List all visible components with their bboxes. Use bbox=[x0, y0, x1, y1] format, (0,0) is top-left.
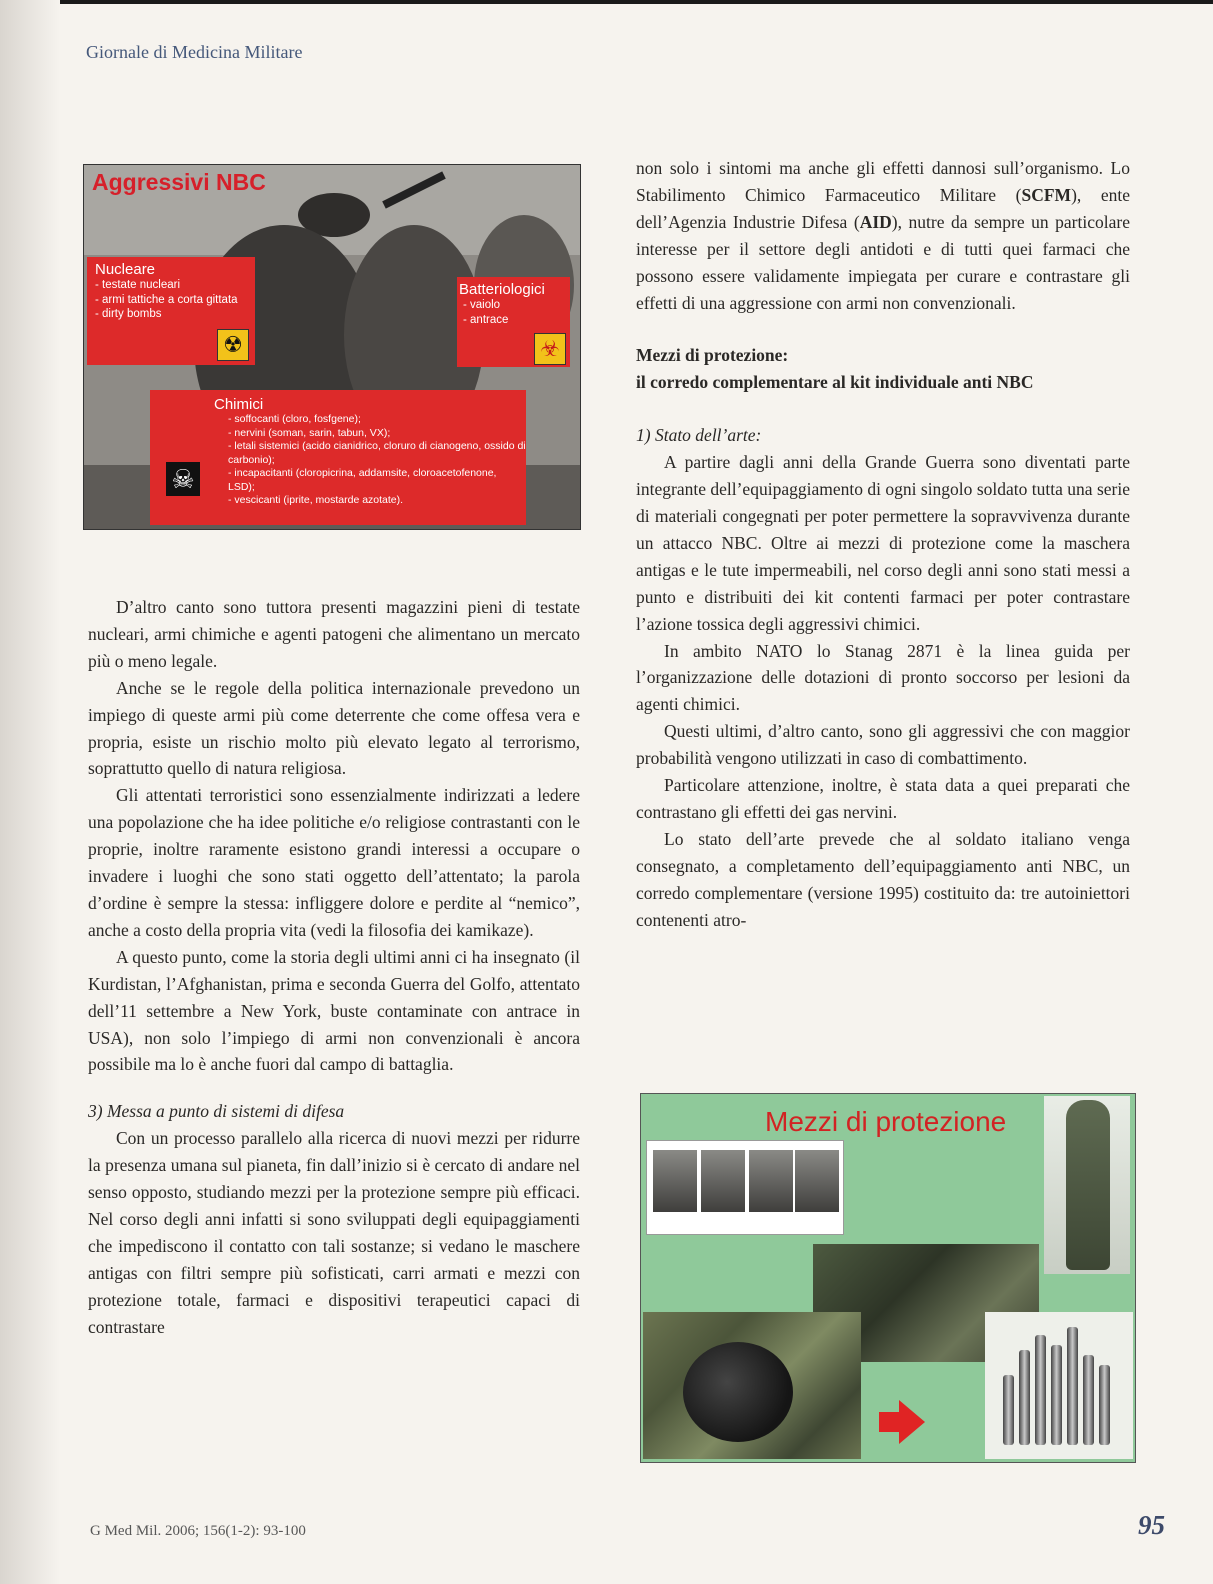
acronym-scfm: SCFM bbox=[1021, 184, 1072, 205]
paragraph: D’altro canto sono tuttora presenti magazzini pieni di testate nucleari, armi chimiche e agenti patogeni che alimentano un mercato più o meno legale. bbox=[88, 597, 580, 671]
figure-aggressivi-nbc bbox=[83, 164, 581, 530]
text-run: ), nutre da sempre un particolare interesse per il settore degli antidoti e di tutti quei farmaci che possono essere validamente impiegata per curare e contrastare gli effetti di una aggressione con armi non convenzionali. bbox=[636, 211, 1130, 313]
page-number: 95 bbox=[1138, 1510, 1165, 1540]
protective-suit-photo bbox=[1044, 1096, 1130, 1274]
chimici-item: - vescicanti (iprite, mostarde azotate). bbox=[228, 494, 404, 506]
batteriologici-item: - antrace bbox=[463, 313, 509, 326]
acronym-aid: AID bbox=[859, 211, 892, 232]
right-column bbox=[636, 155, 1130, 933]
text-run: ), ente dell’Agenzia Industrie Difesa ( bbox=[636, 184, 1130, 232]
radiation-icon: ☢ bbox=[217, 329, 249, 361]
left-column bbox=[88, 594, 580, 1340]
autoinjectors-photo bbox=[985, 1312, 1133, 1459]
paragraph: Con un processo parallelo alla ricerca di nuovi mezzi per ridurre la presenza umana sul pianeta, fin dall’inizio si è cercato di andare nel senso opposto, studiando mezzi per la protezione sempre più efficaci. Nel corso degli anni infatti si sono sviluppati degli equipaggiamenti che impediscono il contatto con tali sostanze; si vedano le maschere antigas con filtri sempre più sofisticati, carri armati e mezzi con protezione totale, farmaci e dispositivi terapeutici capaci di contrastare bbox=[88, 1128, 580, 1337]
citation-footer: G Med Mil. 2006; 156(1-2): 93-100 bbox=[90, 1523, 306, 1539]
chimici-item: - letali sistemici (acido cianidrico, cloruro di cianogeno, ossido di carbonio); bbox=[228, 440, 526, 466]
chimici-heading: Chimici bbox=[214, 396, 264, 413]
paragraph: Anche se le regole della politica internazionale prevedono un impiego di queste armi più come deterrente che come offesa vera e propria, esiste un rischio molto più elevato legato al terrorismo, soprattutto quello di natura religiosa. bbox=[88, 677, 580, 779]
paragraph bbox=[636, 155, 1130, 316]
subsection-title: 3) Messa a punto di sistemi di difesa bbox=[88, 1101, 345, 1122]
paragraph: Questi ultimi, d’altro canto, sono gli aggressivi che con maggior probabilità vengono utilizzati in caso di combattimento. bbox=[636, 721, 1130, 769]
nucleare-item: - dirty bombs bbox=[95, 308, 162, 320]
nucleare-item: - testate nucleari bbox=[95, 279, 181, 291]
arrow-right-icon bbox=[899, 1400, 925, 1444]
page-spine-shadow bbox=[0, 0, 60, 1584]
box-batteriologici bbox=[457, 277, 570, 367]
biohazard-icon: ☣ bbox=[534, 333, 566, 365]
box-chimici bbox=[150, 390, 526, 525]
running-header: Giornale di Medicina Militare bbox=[86, 42, 303, 62]
text-run: non solo i sintomi ma anche gli effetti dannosi sull’organismo. Lo Stabilimento Chimico Farmaceutico Militare ( bbox=[636, 158, 1130, 205]
figure2-title: Mezzi di protezione bbox=[765, 1106, 1007, 1137]
chimici-item: - nervini (soman, sarin, tabun, VX); bbox=[228, 426, 391, 439]
section-heading: Mezzi di protezione: bbox=[636, 345, 789, 366]
chimici-item: - soffocanti (cloro, fosfgene); bbox=[228, 413, 361, 425]
gas-mask-photo bbox=[643, 1312, 861, 1459]
figure-mezzi-di-protezione bbox=[640, 1093, 1136, 1463]
paragraph: A partire dagli anni della Grande Guerra sono diventati parte integrante dell’equipaggiamento di ogni singolo soldato tutta una serie di materiali congegnati per poter permettere la sopravvivenza durante un attacco NBC. Oltre ai mezzi di protezione come la maschera antigas e le tute impermeabili, nel corso degli anni sono stati messi a punto e distribuiti dei kit contenti farmaci per poter contrastare l’azione tossica degli aggressivi chimici. bbox=[636, 452, 1130, 634]
section-heading: il corredo complementare al kit individuale anti NBC bbox=[636, 372, 1034, 393]
paragraph: A questo punto, come la storia degli ultimi anni ci ha insegnato (il Kurdistan, l’Afghanistan, prima e seconda Guerra del Golfo, attentato dell’11 settembre a New York, buste contaminate con antrace in USA), non solo l’impiego di armi non convenzionali è ancora possibile ma lo è anche fuori dal campo di battaglia. bbox=[88, 946, 580, 1075]
paragraph: Lo stato dell’arte prevede che al soldato italiano venga consegnato, a completamento dell’equipaggiamento anti NBC, un corredo complementare (versione 1995) costituito da: tre autoiniettori contenenti atro- bbox=[636, 828, 1130, 930]
top-edge bbox=[0, 0, 1213, 4]
portraits-photo bbox=[646, 1140, 844, 1235]
arrow-right-icon bbox=[879, 1412, 901, 1432]
box-nucleare bbox=[87, 257, 255, 365]
nucleare-item: - armi tattiche a corta gittata bbox=[95, 293, 238, 306]
figure1-title: Aggressivi NBC bbox=[92, 169, 266, 195]
skull-icon: ☠ bbox=[166, 462, 200, 496]
batteriologici-item: - vaiolo bbox=[463, 299, 501, 311]
nucleare-heading: Nucleare bbox=[95, 261, 156, 278]
batteriologici-heading: Batteriologici bbox=[459, 281, 545, 298]
paragraph: In ambito NATO lo Stanag 2871 è la linea guida per l’organizzazione delle dotazioni di pronto soccorso per lesioni da agenti chimici. bbox=[636, 640, 1130, 715]
chimici-item: - incapacitanti (cloropicrina, addamsite, cloroacetofenone, LSD); bbox=[228, 467, 497, 493]
paragraph: Gli attentati terroristici sono essenzialmente indirizzati a ledere una popolazione che ha idee politiche e/o religiose contrastanti con le proprie, inoltre raramente esistono grandi interessi a occupare o invadere i luoghi che sono stati oggetto dell’attentato; la parola d’ordine è sempre la stessa: infliggere dolore e perdite al “nemico”, anche a costo della propria vita (vedi la filosofia dei kamikaze). bbox=[88, 785, 580, 940]
paragraph: Particolare attenzione, inoltre, è stata data a quei preparati che contrastano gli effetti dei gas nervini. bbox=[636, 775, 1130, 822]
subsection-title: 1) Stato dell’arte: bbox=[636, 425, 762, 446]
